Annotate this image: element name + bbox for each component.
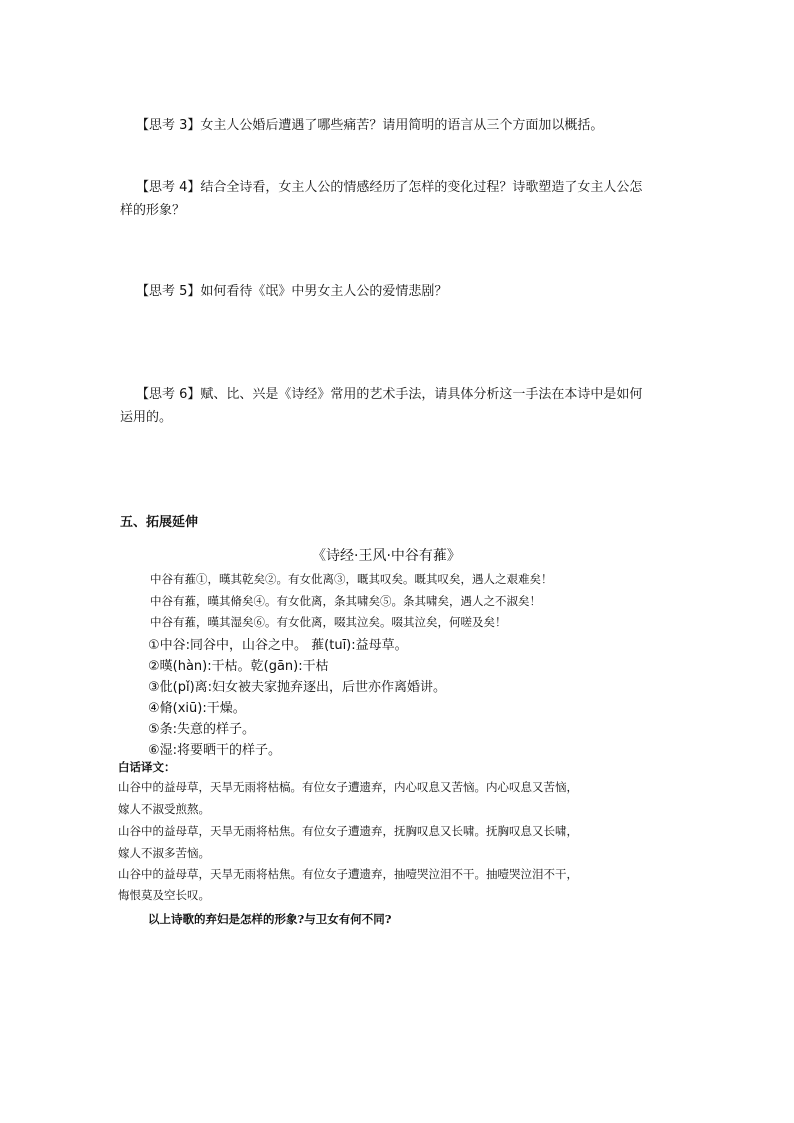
final-question: 以上诗歌的弃妇是怎样的形象?与卫女有何不同? <box>148 912 392 926</box>
translation-line: 悔恨莫及空长叹。 <box>118 888 210 902</box>
annotation-line: ①中谷:同谷中，山谷之中。 蓷(tuī):益母草。 <box>148 638 408 653</box>
translation-line: 山谷中的益母草，天旱无雨将枯焦。有位女子遭遗弃，抚胸叹息又长啸。抚胸叹息又长啸， <box>118 824 578 838</box>
annotation-line: ⑤条:失意的样子。 <box>148 722 256 737</box>
annotation-line: ⑥湿:将要晒干的样子。 <box>148 743 282 758</box>
translation-line: 山谷中的益母草，天旱无雨将枯槁。有位女子遭遗弃，内心叹息又苦恼。内心叹息又苦恼， <box>118 780 578 794</box>
question-6-line-2: 运用的。 <box>120 410 173 425</box>
translation-line: 山谷中的益母草，天旱无雨将枯焦。有位女子遭遗弃，抽噎哭泣泪不干。抽噎哭泣泪不干， <box>118 867 578 881</box>
question-5: 【思考 5】如何看待《氓》中男女主人公的爱情悲剧？ <box>136 284 448 299</box>
poem-line: 中谷有蓷，暵其湿矣⑥。有女仳离，啜其泣矣。啜其泣矣，何嗟及矣！ <box>150 615 507 629</box>
section-heading: 五、拓展延伸 <box>120 515 199 530</box>
question-6-line-1: 【思考 6】赋、比、兴是《诗经》常用的艺术手法，请具体分析这一手法在本诗中是如何 <box>136 387 643 402</box>
annotation-line: ④脩(xiū):干燥。 <box>148 701 246 716</box>
translation-line: 嫁人不淑受煎熬。 <box>118 802 210 816</box>
poem-title: 《诗经·王风·中谷有蓷》 <box>312 548 461 564</box>
translation-label: 白话译文： <box>118 760 176 774</box>
poem-line: 中谷有蓷①，暵其乾矣②。有女仳离③，嘅其叹矣。嘅其叹矣，遇人之艰难矣！ <box>150 572 553 586</box>
question-4-line-1: 【思考 4】结合全诗看，女主人公的情感经历了怎样的变化过程？诗歌塑造了女主人公怎 <box>136 180 643 195</box>
poem-line: 中谷有蓷，暵其脩矣④。有女仳离，条其啸矣⑤。条其啸矣，遇人之不淑矣！ <box>150 594 541 608</box>
annotation-line: ②暵(hàn):干枯。乾(gān):干枯 <box>148 659 329 674</box>
annotation-line: ③仳(pǐ)离:妇女被夫家抛弃逐出，后世亦作离婚讲。 <box>148 680 447 695</box>
question-4-line-2: 样的形象？ <box>120 203 186 218</box>
question-3: 【思考 3】女主人公婚后遭遇了哪些痛苦？请用简明的语言从三个方面加以概括。 <box>136 118 604 133</box>
translation-line: 嫁人不淑多苦恼。 <box>118 846 210 860</box>
